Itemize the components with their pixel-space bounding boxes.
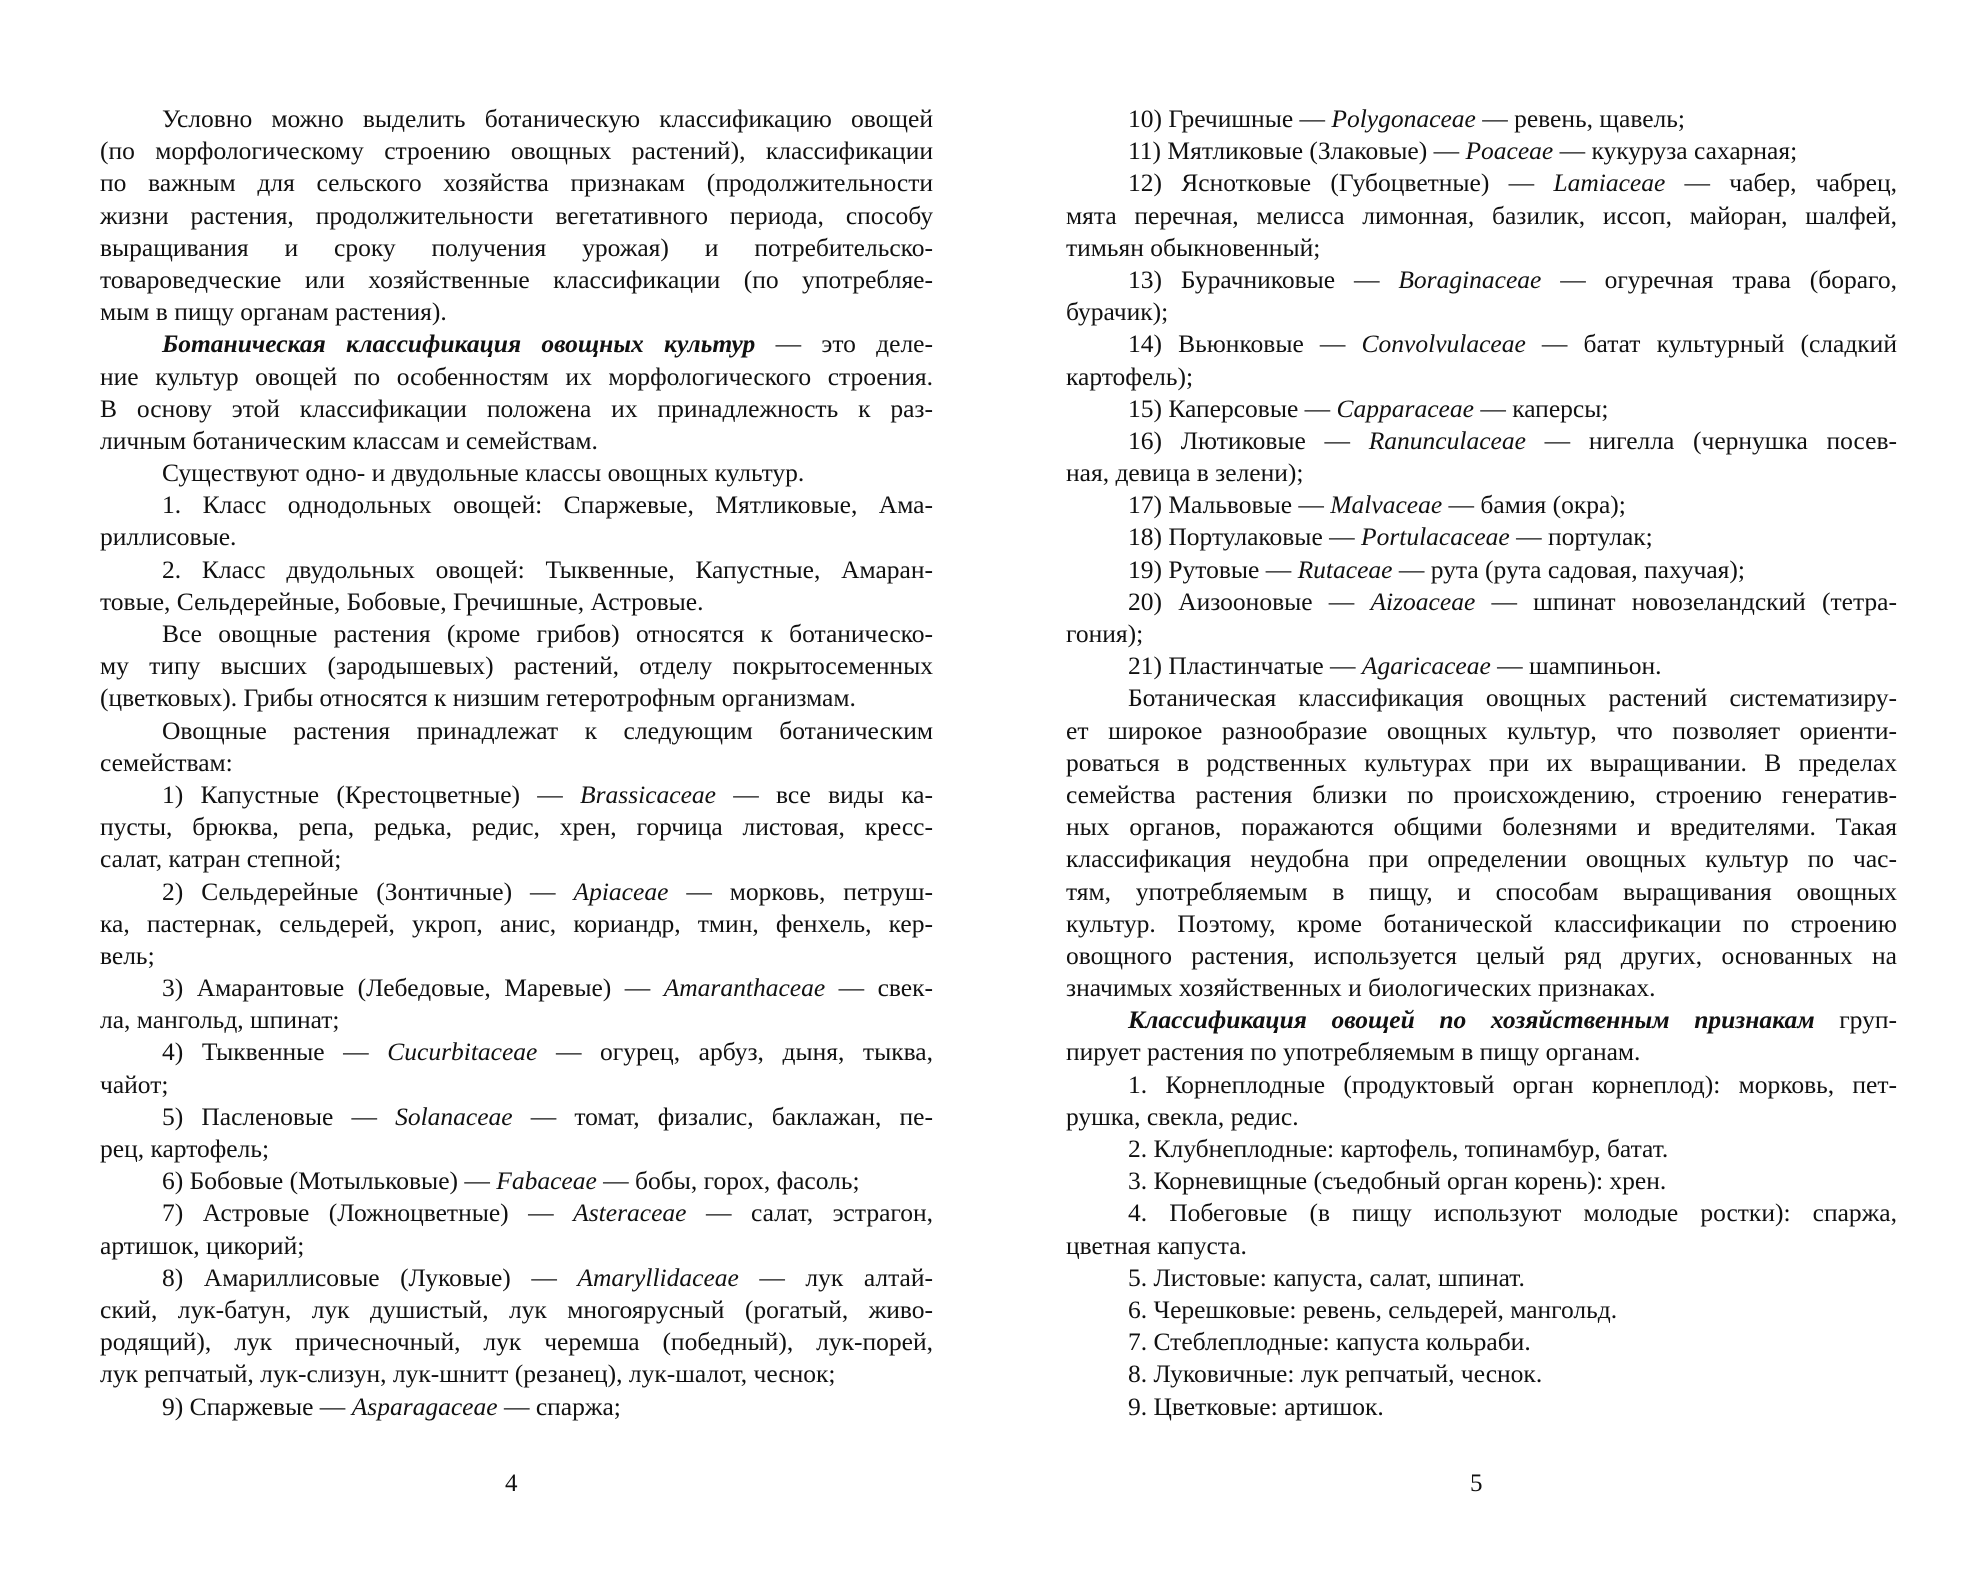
text-line: [100, 747, 933, 779]
text-run: 1. Класс однодольных овощей: Спаржевые, Мятликовые, Ама-: [162, 490, 933, 520]
text-line: [1066, 682, 1897, 714]
text-line: [100, 1294, 933, 1326]
text-line: [100, 779, 933, 811]
latin-name: Ranunculaceae: [1368, 425, 1526, 455]
latin-name: Boraginaceae: [1398, 264, 1542, 294]
text-run: пусты, брюква, репа, редька, редис, хрен, горчица листовая, кресс-: [100, 812, 933, 842]
text-run: — бобы, горох, фасоль;: [596, 1166, 860, 1196]
text-run: — рута (рута садовая, пахучая);: [1392, 554, 1745, 584]
text-run: по важным для сельского хозяйства признакам (продолжительности: [100, 168, 933, 198]
text-run: Условно можно выделить ботаническую классификацию овощей: [162, 104, 933, 133]
text-line: [100, 103, 933, 135]
text-line: [100, 972, 933, 1004]
text-run: товые, Сельдерейные, Бобовые, Гречишные, Астровые.: [100, 586, 704, 616]
text-line: [1066, 1294, 1897, 1326]
latin-name: Agaricaceae: [1361, 651, 1491, 681]
text-run: — портулак;: [1509, 522, 1653, 552]
text-run: 10) Гречишные —: [1128, 104, 1332, 133]
text-run: выращивания и сроку получения урожая) и потребительско-: [100, 232, 933, 262]
text-run: 2. Класс двудольных овощей: Тыквенные, Капустные, Амаран-: [162, 554, 933, 584]
text-run: — огурец, арбуз, дыня, тыква,: [537, 1037, 933, 1067]
latin-name: Polygonaceae: [1331, 104, 1476, 133]
left-page: [0, 0, 984, 1582]
text-run: рец, картофель;: [100, 1134, 270, 1163]
text-line: [1066, 747, 1897, 779]
text-run: 1) Капустные (Крестоцветные) —: [162, 779, 581, 809]
text-run: — свек-: [825, 973, 933, 1003]
text-run: роваться в родственных культурах при их выращивании. В пределах: [1066, 747, 1897, 777]
text-line: [1066, 167, 1897, 199]
text-run: картофель);: [1066, 361, 1194, 391]
text-run: 13) Бурачниковые —: [1128, 264, 1399, 294]
latin-name: Amaryllidaceae: [577, 1262, 739, 1292]
latin-name: Cucurbitaceae: [387, 1037, 538, 1067]
text-run: — томат, физалис, баклажан, пе-: [512, 1101, 933, 1131]
text-run: 6) Бобовые (Мотыльковые) —: [162, 1166, 497, 1196]
text-run: 5) Пасленовые —: [162, 1101, 396, 1131]
text-run: личным ботаническим классам и семействам.: [100, 425, 598, 455]
text-line: [1066, 1391, 1897, 1423]
latin-name: Capparaceae: [1336, 393, 1474, 423]
text-line: [1066, 1133, 1897, 1165]
text-line: [1066, 715, 1897, 747]
left-page-number: 4: [505, 1470, 518, 1497]
text-run: ла, мангольд, шпинат;: [100, 1005, 340, 1035]
text-run: 9) Спаржевые —: [162, 1391, 352, 1421]
text-line: [1066, 1004, 1897, 1036]
text-line: [100, 361, 933, 393]
text-line: [100, 811, 933, 843]
text-run: пирует растения по употребляемым в пищу органам.: [1066, 1037, 1641, 1067]
text-run: родящий), лук причесночный, лук черемша (победный), лук-порей,: [100, 1327, 933, 1357]
text-run: — морковь, петруш-: [668, 876, 933, 906]
text-run: семействам:: [100, 747, 233, 777]
text-run: 2) Сельдерейные (Зонтичные) —: [162, 876, 574, 906]
latin-name: Asteraceae: [573, 1198, 687, 1228]
text-run: классификация неудобна при определении овощных культур по час-: [1066, 844, 1897, 874]
latin-name: Aizoaceae: [1370, 586, 1476, 616]
text-run: ет широкое разнообразие овощных культур, что позволяет ориенти-: [1066, 715, 1897, 745]
latin-name: Rutaceae: [1297, 554, 1393, 584]
text-line: [1066, 457, 1897, 489]
latin-name: Portulacaceae: [1361, 522, 1510, 552]
text-run: 6. Черешковые: ревень, сельдерей, мангольд.: [1128, 1294, 1618, 1324]
text-line: [100, 1133, 933, 1165]
text-line: [100, 264, 933, 296]
text-line: [100, 393, 933, 425]
text-line: [1066, 1165, 1897, 1197]
text-line: [100, 650, 933, 682]
text-run: рушка, свекла, редис.: [1066, 1101, 1299, 1131]
latin-name: Asparagaceae: [351, 1391, 498, 1421]
text-run: 7. Стеблеплодные: капуста кольраби.: [1128, 1327, 1531, 1357]
text-run: товароведческие или хозяйственные классификации (по употребляе-: [100, 264, 933, 294]
text-run: 21) Пластинчатые —: [1128, 651, 1362, 681]
text-line: [1066, 811, 1897, 843]
text-run: (цветковых). Грибы относятся к низшим гетеротрофным организмам.: [100, 683, 856, 713]
text-line: [100, 328, 933, 360]
bold-term: Классификация овощей по хозяйственным признакам: [1128, 1005, 1815, 1035]
latin-name: Solanaceae: [395, 1101, 513, 1131]
latin-name: Malvaceae: [1330, 490, 1443, 520]
right-page-number: 5: [1470, 1470, 1483, 1497]
text-run: чайот;: [100, 1069, 169, 1099]
text-line: [1066, 1230, 1897, 1262]
text-run: ский, лук-батун, лук душистый, лук многоярусный (рогатый, живо-: [100, 1294, 933, 1324]
text-run: гония);: [1066, 619, 1144, 648]
text-line: [1066, 521, 1897, 553]
text-run: 4) Тыквенные —: [162, 1037, 388, 1067]
latin-name: Poaceae: [1465, 136, 1554, 166]
text-line: [100, 457, 933, 489]
text-run: 3) Амарантовые (Лебедовые, Маревые) —: [162, 973, 664, 1003]
text-line: [1066, 908, 1897, 940]
text-line: [1066, 264, 1897, 296]
text-run: 8. Луковичные: лук репчатый, чеснок.: [1128, 1359, 1543, 1389]
text-run: значимых хозяйственных и биологических признаках.: [1066, 973, 1656, 1003]
text-line: [1066, 1036, 1897, 1068]
text-run: риллисовые.: [100, 522, 237, 552]
text-run: (по морфологическому строению овощных растений), классификации: [100, 136, 933, 166]
text-line: [100, 1004, 933, 1036]
latin-name: Convolvulaceae: [1361, 329, 1526, 359]
latin-name: Brassicaceae: [580, 779, 717, 809]
text-line: [100, 1197, 933, 1229]
text-line: [1066, 489, 1897, 521]
text-run: 15) Каперсовые —: [1128, 393, 1337, 423]
text-run: — шампиньон.: [1490, 651, 1662, 681]
text-run: — спаржа;: [497, 1391, 621, 1421]
text-line: [1066, 361, 1897, 393]
text-line: [100, 521, 933, 553]
latin-name: Fabaceae: [496, 1166, 597, 1196]
text-run: — нигелла (чернушка посев-: [1525, 425, 1897, 455]
text-line: [100, 1262, 933, 1294]
text-run: 20) Аизооновые —: [1128, 586, 1371, 616]
text-line: [1066, 779, 1897, 811]
text-line: [100, 843, 933, 875]
text-run: — шпинат новозеландский (тетра-: [1475, 586, 1897, 616]
text-run: ных органов, поражаются общими болезнями и вредителями. Такая: [1066, 812, 1897, 842]
text-run: — бамия (окра);: [1442, 490, 1626, 520]
text-run: — лук алтай-: [738, 1262, 934, 1292]
text-run: лук репчатый, лук-слизун, лук-шнитт (резанец), лук-шалот, чеснок;: [100, 1359, 836, 1389]
text-run: — кукуруза сахарная;: [1553, 136, 1798, 166]
text-run: 8) Амариллисовые (Луковые) —: [162, 1262, 578, 1292]
text-line: [1066, 1101, 1897, 1133]
text-run: В основу этой классификации положена их принадлежность к раз-: [100, 393, 933, 423]
text-run: 19) Рутовые —: [1128, 554, 1298, 584]
text-run: артишок, цикорий;: [100, 1230, 305, 1260]
text-line: [1066, 393, 1897, 425]
text-run: ние культур овощей по особенностям их морфологического строения.: [100, 361, 933, 391]
text-run: салат, катран степной;: [100, 844, 342, 874]
text-line: [1066, 200, 1897, 232]
text-line: [1066, 972, 1897, 1004]
text-run: 7) Астровые (Ложноцветные) —: [162, 1198, 574, 1228]
text-run: тям, употребляемым в пищу, и способам выращивания овощных: [1066, 876, 1897, 906]
text-line: [100, 1069, 933, 1101]
text-run: — батат культурный (сладкий: [1525, 329, 1897, 359]
text-line: [1066, 618, 1897, 650]
text-line: [100, 682, 933, 714]
text-run: Существуют одно- и двудольные классы овощных культур.: [162, 458, 805, 488]
text-line: [1066, 1197, 1897, 1229]
text-run: 5. Листовые: капуста, салат, шпинат.: [1128, 1262, 1525, 1292]
text-run: — это деле-: [755, 329, 933, 359]
text-line: [1066, 1326, 1897, 1358]
text-line: [1066, 1262, 1897, 1294]
text-run: груп-: [1814, 1005, 1897, 1035]
text-run: ная, девица в зелени);: [1066, 458, 1304, 488]
text-run: — все виды ка-: [716, 779, 933, 809]
text-run: — ревень, щавель;: [1475, 104, 1685, 133]
text-line: [1066, 103, 1897, 135]
text-run: 3. Корневищные (съедобный орган корень): хрен.: [1128, 1166, 1667, 1196]
text-line: [1066, 876, 1897, 908]
text-line: [1066, 554, 1897, 586]
text-line: [100, 940, 933, 972]
text-run: семейства растения близки по происхождению, строению генератив-: [1066, 779, 1897, 809]
text-line: [100, 715, 933, 747]
text-line: [1066, 586, 1897, 618]
text-run: мята перечная, мелисса лимонная, базилик, иссоп, майоран, шалфей,: [1066, 200, 1897, 230]
text-run: 17) Мальвовые —: [1128, 490, 1331, 520]
text-line: [1066, 650, 1897, 682]
text-line: [100, 232, 933, 264]
text-line: [100, 1358, 933, 1390]
text-line: [100, 876, 933, 908]
latin-name: Lamiaceae: [1553, 168, 1666, 198]
right-page: [984, 0, 1969, 1582]
text-line: [100, 586, 933, 618]
text-line: [100, 554, 933, 586]
text-run: Все овощные растения (кроме грибов) относятся к ботаническо-: [162, 619, 933, 648]
text-line: [1066, 1069, 1897, 1101]
text-line: [100, 135, 933, 167]
text-line: [1066, 1358, 1897, 1390]
text-run: 16) Лютиковые —: [1128, 425, 1369, 455]
text-run: — огуречная трава (бораго,: [1541, 264, 1897, 294]
text-run: му типу высших (зародышевых) растений, отделу покрытосеменных: [100, 651, 933, 681]
text-run: 9. Цветковые: артишок.: [1128, 1391, 1384, 1421]
text-run: 14) Вьюнковые —: [1128, 329, 1362, 359]
right-page-text: [1066, 103, 1897, 1423]
text-run: овощного растения, используется целый ряд других, основанных на: [1066, 940, 1897, 970]
text-line: [100, 200, 933, 232]
text-run: — каперсы;: [1473, 393, 1609, 423]
left-page-text: [100, 103, 933, 1423]
text-run: вель;: [100, 940, 155, 970]
text-run: Овощные растения принадлежат к следующим ботаническим: [162, 715, 933, 745]
text-run: тимьян обыкновенный;: [1066, 232, 1321, 262]
text-run: жизни растения, продолжительности вегетативного периода, способу: [100, 200, 933, 230]
text-line: [1066, 940, 1897, 972]
text-run: 18) Портулаковые —: [1128, 522, 1362, 552]
text-line: [100, 1165, 933, 1197]
text-line: [1066, 296, 1897, 328]
text-run: 12) Яснотковые (Губоцветные) —: [1128, 168, 1554, 198]
text-run: 4. Побеговые (в пищу используют молодые ростки): спаржа,: [1128, 1198, 1897, 1228]
text-line: [1066, 425, 1897, 457]
text-run: 1. Корнеплодные (продуктовый орган корнеплод): морковь, пет-: [1128, 1069, 1897, 1099]
text-run: — чабер, чабрец,: [1665, 168, 1897, 198]
text-line: [100, 296, 933, 328]
text-run: культур. Поэтому, кроме ботанической классификации по строению: [1066, 908, 1897, 938]
text-line: [100, 167, 933, 199]
bold-term: Ботаническая классификация овощных культур: [162, 329, 756, 359]
latin-name: Apiaceae: [573, 876, 669, 906]
text-line: [1066, 843, 1897, 875]
text-line: [1066, 328, 1897, 360]
text-line: [100, 489, 933, 521]
text-line: [1066, 135, 1897, 167]
text-run: цветная капуста.: [1066, 1230, 1247, 1260]
text-run: 2. Клубнеплодные: картофель, топинамбур, батат.: [1128, 1134, 1669, 1163]
text-run: бурачик);: [1066, 297, 1169, 327]
text-line: [1066, 232, 1897, 264]
text-line: [100, 618, 933, 650]
text-run: 11) Мятликовые (Злаковые) —: [1128, 136, 1466, 166]
text-line: [100, 1230, 933, 1262]
text-line: [100, 908, 933, 940]
text-run: Ботаническая классификация овощных растений систематизиру-: [1128, 683, 1897, 713]
text-run: — салат, эстрагон,: [686, 1198, 933, 1228]
text-line: [100, 1036, 933, 1068]
text-line: [100, 1326, 933, 1358]
latin-name: Amaranthaceae: [663, 973, 826, 1003]
text-run: ка, пастернак, сельдерей, укроп, анис, кориандр, тмин, фенхель, кер-: [100, 908, 933, 938]
text-line: [100, 1101, 933, 1133]
text-run: мым в пищу органам растения).: [100, 297, 447, 327]
text-line: [100, 425, 933, 457]
text-line: [100, 1391, 933, 1423]
